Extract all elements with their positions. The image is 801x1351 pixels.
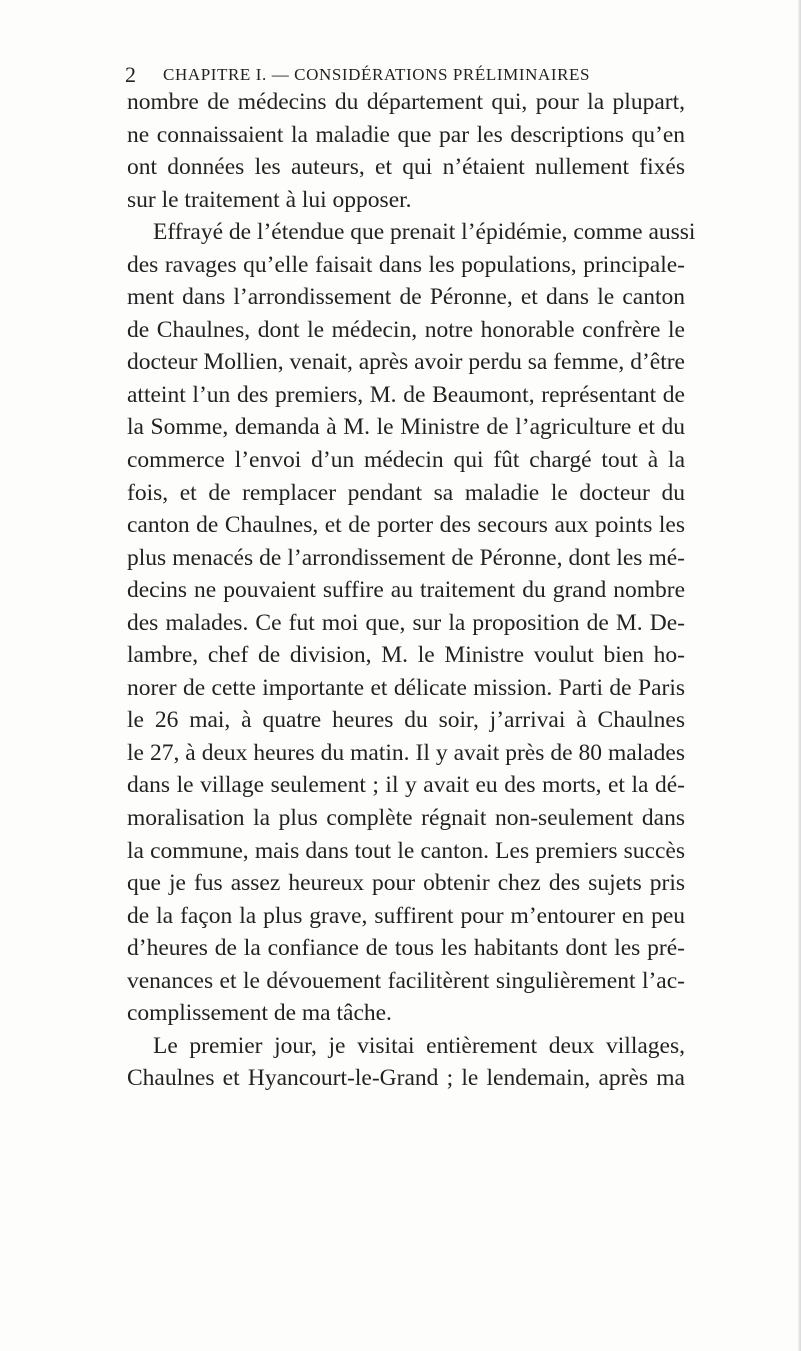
- text-line: Effrayé de l’étendue que prenait l’épidémie, comme aussi: [153, 219, 696, 246]
- page-number: 2: [125, 62, 136, 87]
- text-line: venances et le dévouement facilitèrent singulièrement l’ac-: [127, 967, 685, 994]
- text-line: nombre de médecins du département qui, pour la plupart,: [127, 89, 685, 115]
- text-line: canton de Chaulnes, et de porter des secours aux points les: [127, 512, 685, 539]
- body-text: [127, 86, 696, 1095]
- text-line: de la façon la plus grave, suffirent pour m’entourer en peu: [127, 902, 685, 929]
- text-line: le 26 mai, à quatre heures du soir, j’arrivai à Chaulnes: [127, 707, 685, 734]
- text-line: ne connaissaient la maladie que par les descriptions qu’en: [127, 121, 685, 148]
- text-line: decins ne pouvaient suffire au traitement du grand nombre: [127, 577, 685, 604]
- text-line: ment dans l’arrondissement de Péronne, et dans le canton: [127, 284, 685, 311]
- text-line: Chaulnes et Hyancourt-le-Grand ; le lendemain, après ma: [127, 1065, 685, 1092]
- text-line: Le premier jour, je visitai entièrement deux villages,: [153, 1032, 685, 1059]
- text-line: lambre, chef de division, M. le Ministre voulut bien ho-: [127, 642, 685, 669]
- text-line: docteur Mollien, venait, après avoir perdu sa femme, d’être: [127, 349, 685, 376]
- text-line: norer de cette importante et délicate mission. Parti de Paris: [127, 674, 685, 701]
- text-line: que je fus assez heureux pour obtenir chez des sujets pris: [127, 870, 685, 897]
- text-line: des malades. Ce fut moi que, sur la proposition de M. De-: [127, 609, 685, 636]
- text-line: la Somme, demanda à M. le Ministre de l’agriculture et du: [127, 414, 685, 441]
- text-line: le 27, à deux heures du matin. Il y avait près de 80 malades: [127, 739, 685, 766]
- text-line: commerce l’envoi d’un médecin qui fût chargé tout à la: [127, 447, 685, 474]
- text-line: fois, et de remplacer pendant sa maladie le docteur du: [127, 479, 685, 506]
- text-line: des ravages qu’elle faisait dans les populations, principale-: [127, 251, 685, 278]
- running-title: CHAPITRE I. — CONSIDÉRATIONS PRÉLIMINAIRES: [163, 65, 591, 84]
- text-line: plus menacés de l’arrondissement de Péronne, dont les mé-: [127, 544, 685, 571]
- text-line: atteint l’un des premiers, M. de Beaumont, représentant de: [127, 381, 685, 408]
- text-line: dans le village seulement ; il y avait eu des morts, et la dé-: [127, 772, 685, 799]
- text-line: la commune, mais dans tout le canton. Les premiers succès: [127, 837, 685, 864]
- text-line: sur le traitement à lui opposer.: [127, 186, 412, 213]
- text-line: ont données les auteurs, et qui n’étaient nullement fixés: [127, 154, 685, 181]
- text-line: complissement de ma tâche.: [127, 1000, 392, 1027]
- text-line: moralisation la plus complète régnait non-seulement dans: [127, 805, 685, 832]
- text-line: de Chaulnes, dont le médecin, notre honorable confrère le: [127, 316, 685, 343]
- text-line: d’heures de la confiance de tous les habitants dont les pré-: [127, 935, 685, 962]
